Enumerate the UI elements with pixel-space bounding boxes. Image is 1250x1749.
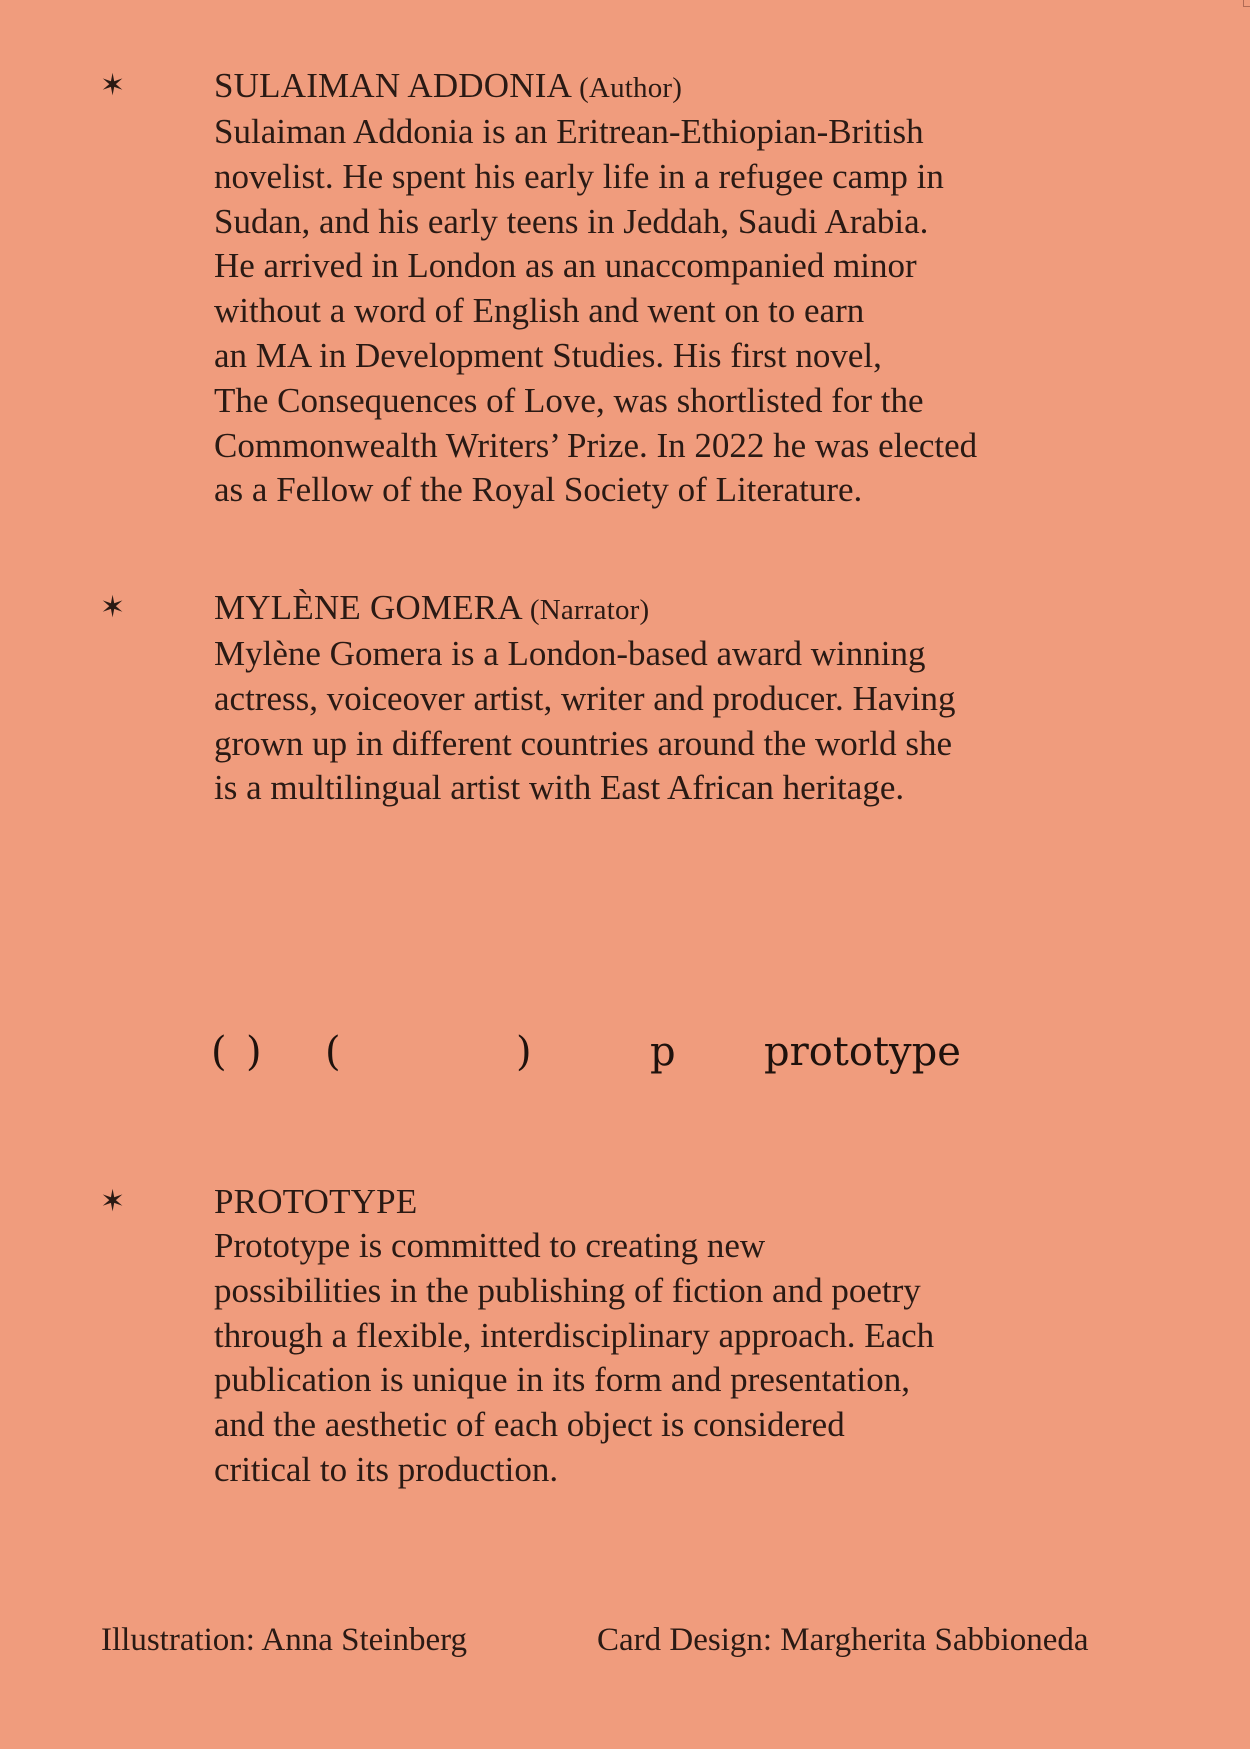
logo-glyph-open-paren: ( — [211, 1029, 227, 1075]
publisher-heading — [214, 1180, 1114, 1224]
narrator-role: (Narrator) — [529, 594, 650, 626]
narrator-bio: Mylène Gomera is a London-based award winning actress, voiceover artist, writer and producer. Having grown up in different countries around the world she is a multilingual artist with East African heritage. — [214, 634, 956, 808]
narrator-name: MYLÈNE GOMERA — [214, 588, 521, 627]
author-bio: Sulaiman Addonia is an Eritrean-Ethiopian-British novelist. He spent his early life in a refugee camp in Sudan, and his early teens in Jeddah, Saudi Arabia. He arrived in London as an unaccompanied minor without a word of English and went on to earn an MA in Development Studies. His first novel, The Consequences of Love, was shortlisted for the Commonwealth Writers’ Prize. In 2022 he was elected as a Fellow of the Royal Society of Literature. — [214, 112, 978, 510]
author-text-block — [214, 64, 1114, 513]
asterisk-icon: ✶ — [100, 68, 126, 103]
publisher-name: PROTOTYPE — [214, 1182, 418, 1221]
logo-glyph-open-paren-wide: ( — [325, 1029, 341, 1075]
logo-glyph-close-paren: ) — [246, 1029, 262, 1075]
logo-glyph-close-paren-wide: ) — [516, 1029, 532, 1075]
asterisk-icon: ✶ — [100, 1184, 126, 1219]
corner-crop-mark — [1243, 0, 1250, 7]
design-credit: Card Design: Margherita Sabbioneda — [597, 1622, 1089, 1658]
narrator-heading — [214, 586, 1114, 632]
publisher-description: Prototype is committed to creating new possibilities in the publishing of fiction and poetry through a flexible, interdisciplinary approach. Each publication is unique in its form and presentation, and the aesthetic of each object is considered critical to its production. — [214, 1226, 935, 1489]
logo-glyph-p: p — [650, 1029, 676, 1075]
author-name: SULAIMAN ADDONIA — [214, 66, 571, 105]
asterisk-icon: ✶ — [100, 590, 126, 625]
author-heading — [214, 64, 1114, 110]
author-role: (Author) — [579, 72, 683, 104]
narrator-text-block — [214, 586, 1114, 811]
prototype-logo — [0, 1022, 1250, 1082]
illustration-credit: Illustration: Anna Steinberg — [101, 1622, 468, 1658]
publisher-text-block — [214, 1180, 1114, 1493]
logo-wordmark: prototype — [764, 1029, 961, 1075]
